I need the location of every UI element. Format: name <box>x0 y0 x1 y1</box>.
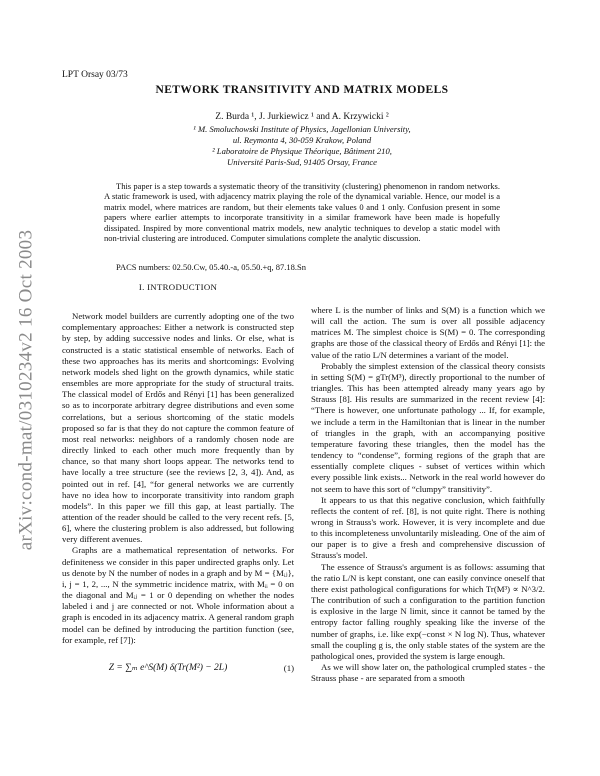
paragraph: The essence of Strauss's argument is as follows: assuming that the ratio L/N is kept constant, one can easily convince oneself that there exist pathological configurations for which Tr(M³) ∝ N^3/2. The contribution of such a configuration to the partition function is explosive in the large N limit, since it cannot be tamed by the entropy factor falling roughly speaking like the inverse of the number of graphs, i.e. like exp(−const × N log N). Thus, whatever small the coupling g is, the only stable states of the system are the pathological ones, provided the system is large enough. <box>311 561 545 661</box>
affiliation-line-3: ² Laboratoire de Physique Théorique, Bâtiment 210, <box>212 146 392 156</box>
equation-number: (1) <box>283 663 294 674</box>
paragraph: Network model builders are currently adopting one of the two complementary approaches: Either a network is constructed step by step, by adding successive nodes and links. Or else, what is constructed is a static statistical ensemble of networks. Each of these two approaches has its merits and shortcomings: Evolving network models shed light on the growth dynamics, while static ensembles are more appropriate for the study of structural traits. The classical model of Erdős and Rényi [1] has been generalized so as to incorporate arbitrary degree distributions and even some correlations, but a serious shortcoming of the static models proposed so far is that they do not capture the common feature of most real networks: neighbors of a randomly chosen node are directly linked to each other much more frequently than by chance, so that many short loops appear. The networks tend to have locally a tree structure (see the reviews [2, 3, 4]). And, as pointed out in ref. [4], “for general networks we are currently have no idea how to incorporate transitivity into random graph models”. In this paper we fill this gap, at least partially. The attention of the reader should be called to the very recent refs. [5, 6], where the clustering problem is also addressed, but following very different avenues. <box>62 311 294 545</box>
paragraph: where L is the number of links and S(M) is a function which we will call the action. The sum is over all possible adjacency matrices M. The simplest choice is S(M) = 0. The corresponding graphs are those of the classical theory of Erdős and Rényi [1]: the value of the ratio L/N determines a variant of the model. <box>311 305 545 360</box>
pacs-numbers: PACS numbers: 02.50.Cw, 05.40.-a, 05.50.+q, 87.18.Sn <box>116 262 306 272</box>
left-column <box>62 282 294 684</box>
affiliation-line-2: ul. Reymonta 4, 30-059 Krakow, Poland <box>232 135 372 145</box>
affiliation-line-1: ¹ M. Smoluchowski Institute of Physics, Jagellonian University, <box>193 124 411 134</box>
affiliation-line-4: Université Paris-Sud, 91405 Orsay, France <box>227 157 377 167</box>
report-number: LPT Orsay 03/73 <box>62 70 128 80</box>
equation-1 <box>62 654 294 684</box>
arxiv-watermark: arXiv:cond-mat/0310234v2 16 Oct 2003 <box>15 229 36 551</box>
paper-title: NETWORK TRANSITIVITY AND MATRIX MODELS <box>155 84 449 96</box>
authors: Z. Burda ¹, J. Jurkiewicz ¹ and A. Krzywicki ² <box>215 112 389 122</box>
abstract: This paper is a step towards a systematic theory of the transitivity (clustering) phenomenon in random networks. A static framework is used, with adjacency matrix playing the role of the dynamical variable. Hence, our model is a matrix model, where matrices are random, but their elements take values 0 and 1 only. Confusion present in some papers where earlier attempts to incorporate transitivity in a similar framework have been made is hopefully dissipated. Inspired by more conventional matrix models, new analytic techniques to develop a static model with non-trivial clustering are introduced. Computer simulations complete the analytic discussion. <box>104 181 500 244</box>
right-column <box>311 305 545 684</box>
equation-body: Z = ∑ₘ e^S(M) δ(Tr(M²) − 2L) <box>108 663 228 674</box>
paragraph: As we will show later on, the pathological crumpled states - the Strauss phase - are separated from a smooth <box>311 662 545 684</box>
paragraph: Probably the simplest extension of the classical theory consists in setting S(M) = gTr(M³), directly proportional to the number of triangles. This has been attempted already many years ago by Strauss [8]. His results are summarized in the recent review [4]: “There is however, one unfortunate pathology ... If, for example, we include a term in the Hamiltonian that is linear in the number of triangles in the graph, with an accompanying positive temperature favoring these triangles, then the model has the tendency to “condense”, forming regions of the graph that are essentially complete cliques - subset of vertices within which every possible link exists... Network in the real world however do not seem to have this sort of “clumpy” transitivity”. <box>311 360 545 494</box>
section-heading: I. INTRODUCTION <box>138 282 218 292</box>
paragraph: It appears to us that this negative conclusion, which faithfully reflects the content of ref. [8], is not quite right. There is nothing wrong in Strauss's work. However, it is very incomplete and due to this incompleteness unvoluntarily misleading. One of the aim of our paper is to give a fresh and comprehensive discussion of Strauss's model. <box>311 494 545 561</box>
paragraph: Graphs are a mathematical representation of networks. For definiteness we consider in this paper undirected graphs only. Let us denote by N the number of nodes in a graph and by M = {Mᵢⱼ}, i, j = 1, 2, ..., N the symmetric incidence matrix, with Mᵢᵢ = 0 on the diagonal and Mᵢⱼ = 1 or 0 depending on whether the nodes labeled i and j are connected or not. Whole information about a graph is encoded in its adjacency matrix. A general random graph model can be defined by introducing the partition function (see, for example, ref [7]): <box>62 545 294 645</box>
